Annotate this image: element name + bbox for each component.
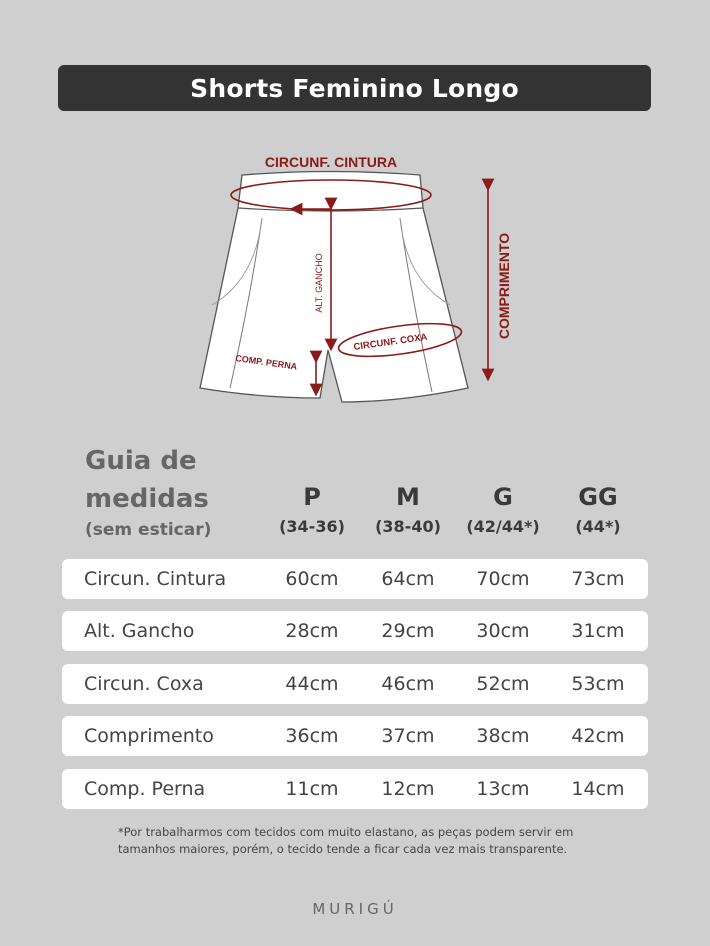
- size-range: (34-36): [279, 517, 345, 536]
- size-name: M: [396, 483, 420, 511]
- size-guide-heading: [85, 442, 211, 540]
- shorts-diagram: [0, 140, 710, 420]
- cell-m: 64cm: [381, 568, 435, 590]
- table-row: [62, 769, 648, 809]
- cell-g: 38cm: [476, 725, 530, 747]
- size-header-p: [257, 481, 367, 536]
- table-row: [62, 559, 648, 599]
- table-row: [62, 716, 648, 756]
- cell-p: 60cm: [285, 568, 339, 590]
- thigh-label: CIRCUNF. COXA: [352, 331, 429, 353]
- cell-m: 37cm: [381, 725, 435, 747]
- size-header-gg: [543, 481, 653, 536]
- cell-m: 46cm: [381, 673, 435, 695]
- cell-g: 52cm: [476, 673, 530, 695]
- table-row: [62, 664, 648, 704]
- cell-gg: 14cm: [571, 778, 625, 800]
- row-label: Circun. Cintura: [84, 568, 227, 590]
- size-name: P: [303, 483, 321, 511]
- length-label: COMPRIMENTO: [496, 232, 512, 340]
- guide-line-1: Guia de: [85, 446, 197, 476]
- guide-line-3: (sem esticar): [85, 520, 212, 540]
- cell-gg: 31cm: [571, 620, 625, 642]
- cell-p: 11cm: [285, 778, 339, 800]
- size-range: (38-40): [375, 517, 441, 536]
- cell-g: 13cm: [476, 778, 530, 800]
- cell-p: 44cm: [285, 673, 339, 695]
- cell-m: 29cm: [381, 620, 435, 642]
- row-label: Comp. Perna: [84, 778, 206, 800]
- cell-g: 30cm: [476, 620, 530, 642]
- brand-logo: MURIGÚ: [312, 900, 398, 918]
- size-range: (42/44*): [466, 517, 540, 536]
- row-label: Comprimento: [84, 725, 214, 747]
- cell-p: 36cm: [285, 725, 339, 747]
- size-name: G: [493, 483, 513, 511]
- page-title: Shorts Feminino Longo: [58, 65, 651, 111]
- waist-label: CIRCUNF. CINTURA: [264, 154, 398, 170]
- size-name: GG: [578, 483, 618, 511]
- cell-gg: 73cm: [571, 568, 625, 590]
- inseam-label: COMP. PERNA: [234, 353, 298, 372]
- rise-label: ALT. GANCHO: [314, 253, 324, 313]
- cell-gg: 53cm: [571, 673, 625, 695]
- size-range: (44*): [575, 517, 621, 536]
- row-label: Alt. Gancho: [84, 620, 195, 642]
- row-label: Circun. Coxa: [84, 673, 204, 695]
- table-row: [62, 611, 648, 651]
- shorts-outline: [200, 172, 468, 403]
- size-header-m: [353, 481, 463, 536]
- cell-g: 70cm: [476, 568, 530, 590]
- cell-m: 12cm: [381, 778, 435, 800]
- size-header-g: [448, 481, 558, 536]
- footnote: *Por trabalharmos com tecidos com muito elastano, as peças podem servir em tamanhos maiores, porém, o tecido tende a ficar cada vez mais transparente.: [118, 825, 574, 856]
- cell-p: 28cm: [285, 620, 339, 642]
- cell-gg: 42cm: [571, 725, 625, 747]
- guide-line-2: medidas: [85, 484, 209, 514]
